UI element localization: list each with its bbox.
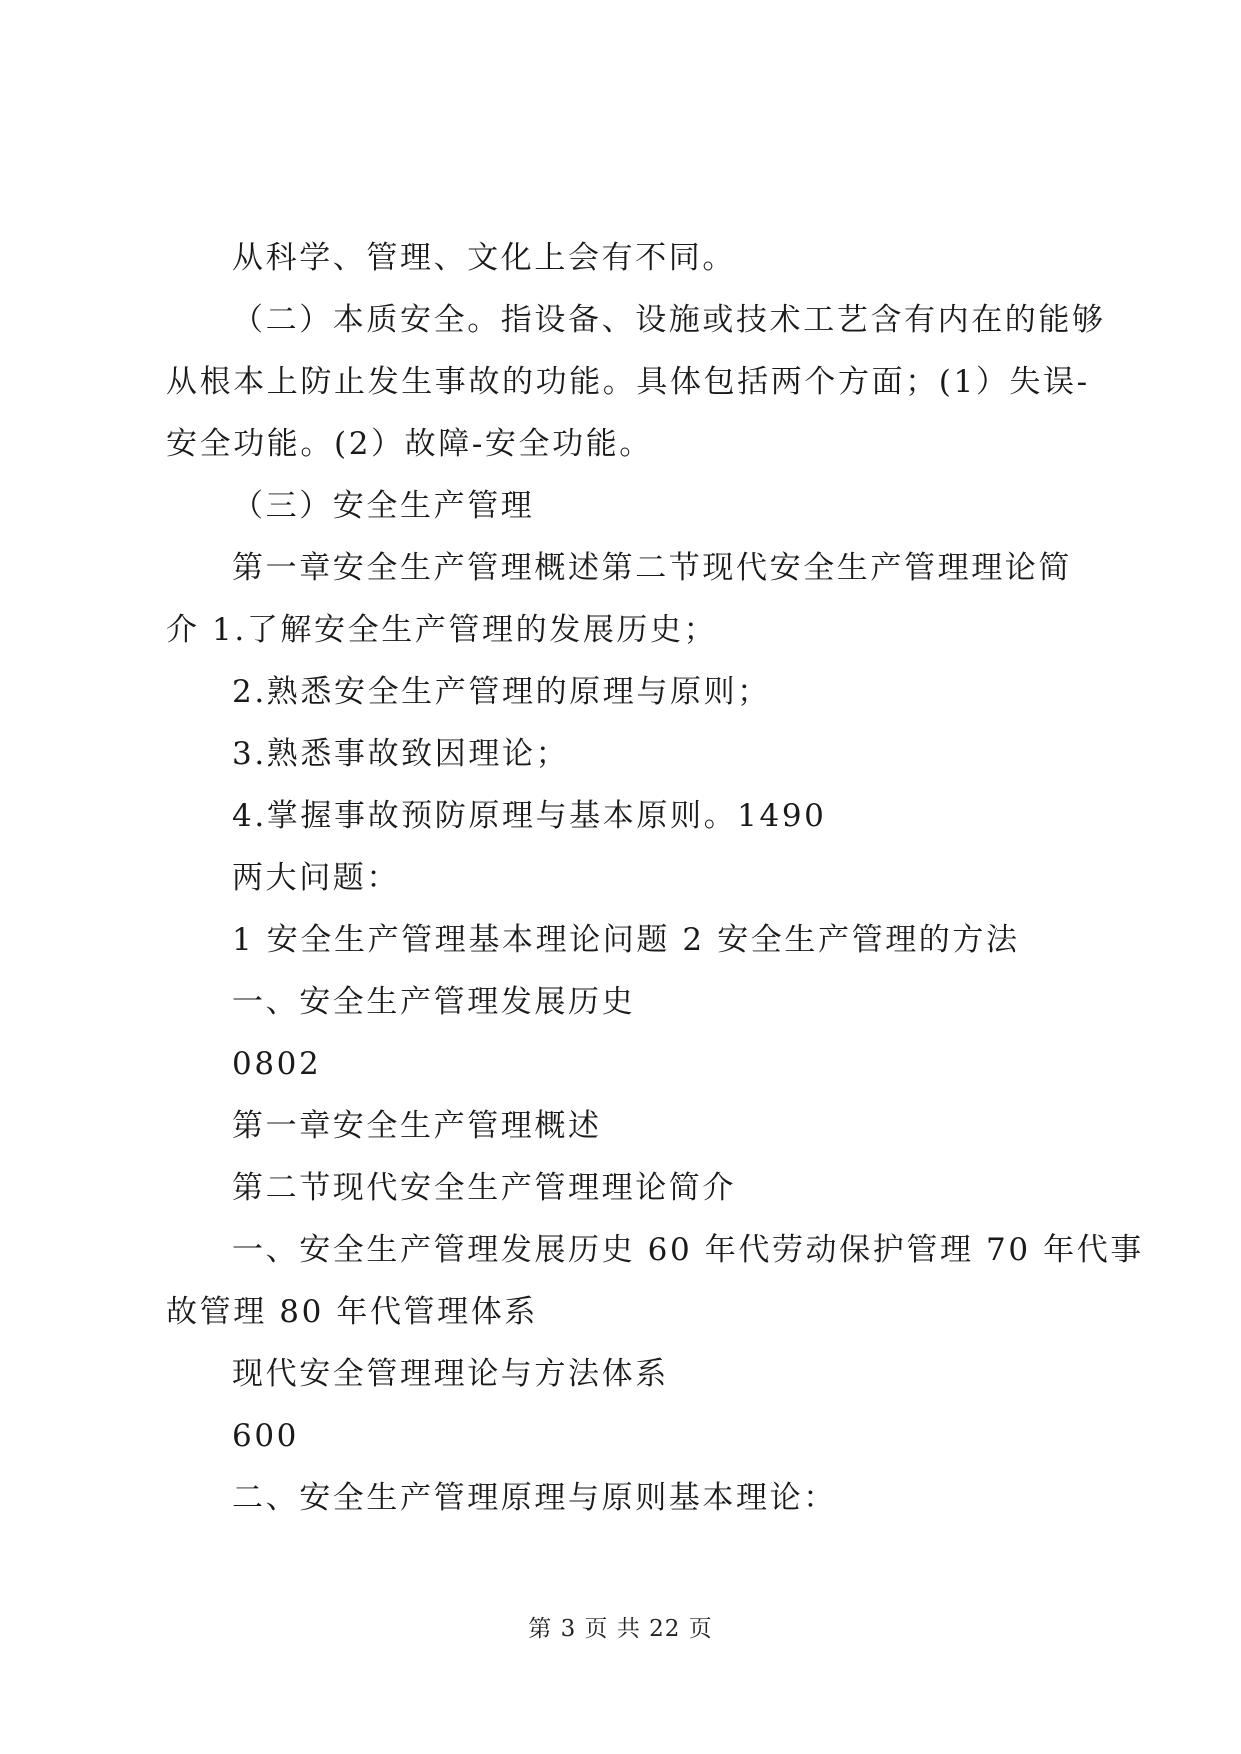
text-line: 介 1.了解安全生产管理的发展历史； (166, 612, 718, 648)
page-number: 第 3 页 共 22 页 (528, 1616, 713, 1642)
text-line: 安全功能。(2）故障-安全功能。 (166, 426, 653, 462)
text-line: 0802 (232, 1046, 322, 1082)
text-line: （二）本质安全。指设备、设施或技术工艺含有内在的能够 (232, 302, 1106, 338)
text-line: 从根本上防止发生事故的功能。具体包括两个方面；(1）失误- (166, 364, 1090, 400)
text-line: 4.掌握事故预防原理与基本原则。1490 (232, 798, 827, 834)
text-line: 第一章安全生产管理概述 (232, 1108, 602, 1144)
text-line: 二、安全生产管理原理与原则基本理论： (232, 1480, 837, 1516)
text-line: 一、安全生产管理发展历史 (232, 984, 636, 1020)
text-line: 一、安全生产管理发展历史 60 年代劳动保护管理 70 年代事 (232, 1232, 1144, 1268)
text-line: 从科学、管理、文化上会有不同。 (232, 240, 736, 276)
text-line: 第一章安全生产管理概述第二节现代安全生产管理理论简 (232, 550, 1072, 586)
text-line: 2.熟悉安全生产管理的原理与原则； (232, 674, 771, 710)
text-line: （三）安全生产管理 (232, 488, 535, 524)
text-line: 第二节现代安全生产管理理论简介 (232, 1170, 736, 1206)
text-line: 600 (232, 1418, 299, 1454)
text-line: 1 安全生产管理基本理论问题 2 安全生产管理的方法 (232, 922, 1020, 958)
text-line: 两大问题： (232, 860, 400, 896)
text-line: 3.熟悉事故致因理论； (232, 736, 570, 772)
text-line: 现代安全管理理论与方法体系 (232, 1356, 669, 1392)
text-line: 故管理 80 年代管理体系 (166, 1294, 538, 1330)
